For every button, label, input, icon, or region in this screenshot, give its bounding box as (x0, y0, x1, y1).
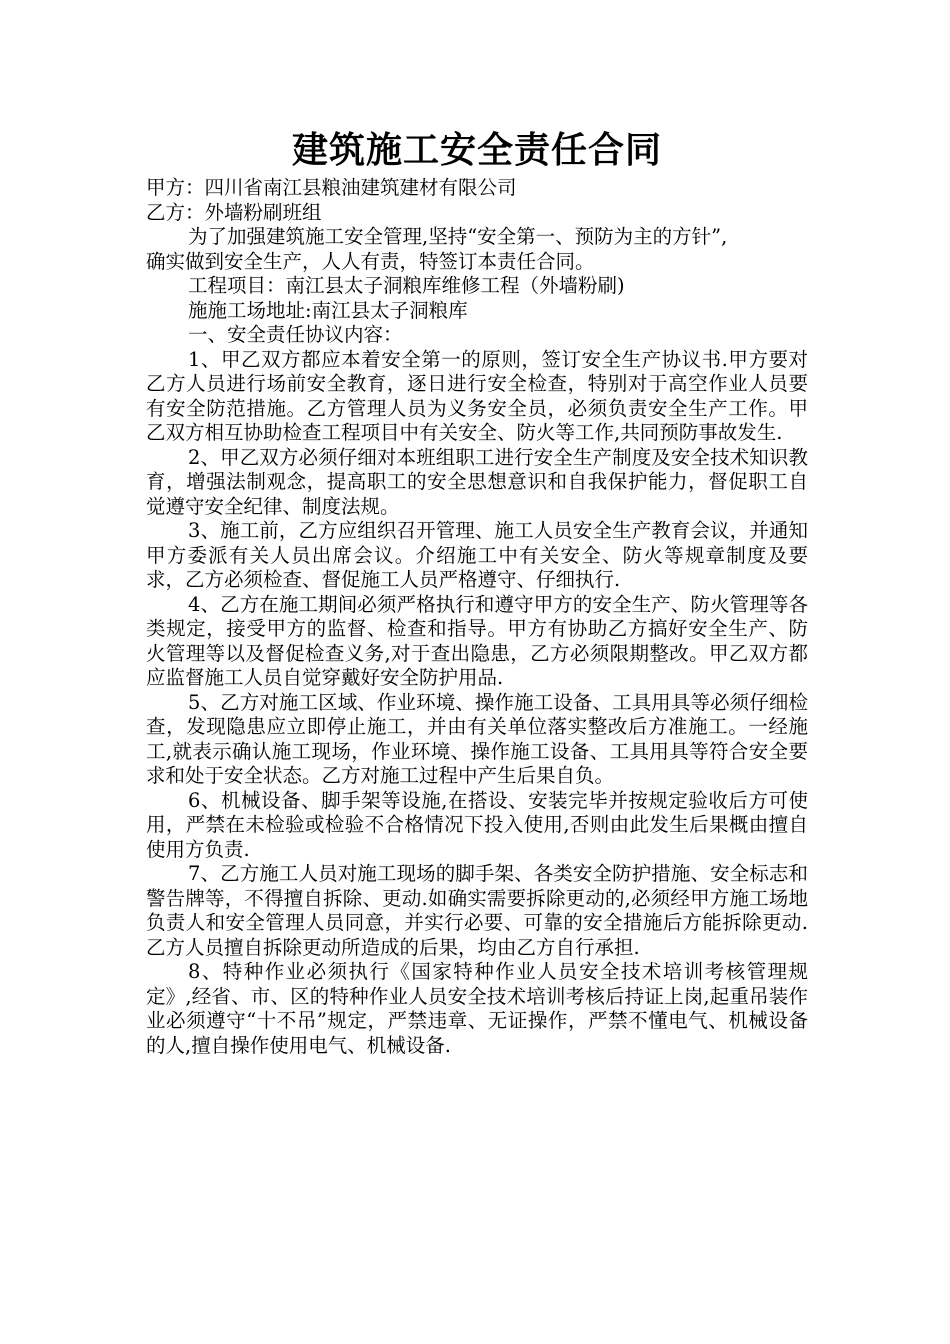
site-line: 施施工场地址:南江县太子洞粮库 (188, 298, 468, 322)
intro-line-1: 为了加强建筑施工安全管理,坚持“安全第一、预防为主的方针”, (188, 225, 728, 248)
project-line: 工程项目：南江县太子洞粮库维修工程（外墙粉刷) (188, 274, 625, 297)
clause-1: 1、甲乙双方都应本着安全第一的原则，签订安全生产协议书.甲方要对乙方人员进行场前安全教育，逐日进行安全检查，特别对于高空作业人员要有安全防范措施。乙方管理人员为义务安全员，必须负责安全生产工作。甲乙双方相互协助检查工程项目中有关安全、防火等工作,共同预防事故发生. (146, 347, 808, 444)
clause-5: 5、乙方对施工区域、作业环境、操作施工设备、工具用具等必须仔细检查，发现隐患应立即停止施工，并由有关单位落实整改后方准施工。一经施工,就表示确认施工现场，作业环境、操作施工设备、工具用具等符合安全要求和处于安全状态。乙方对施工过程中产生后果自负。 (146, 690, 808, 787)
party-b: 乙方：外墙粉刷班组 (146, 200, 322, 224)
clause-6: 6、机械设备、脚手架等设施,在搭设、安装完毕并按规定验收后方可使用，严禁在未检验或检验不合格情况下投入使用,否则由此发生后果概由擅自使用方负责. (146, 788, 808, 861)
clause-2: 2、甲乙双方必须仔细对本班组职工进行安全生产制度及安全技术知识教育，增强法制观念，提高职工的安全思想意识和自我保护能力，督促职工自觉遵守安全纪律、制度法规。 (146, 445, 808, 518)
clause-8: 8、特种作业必须执行《国家特种作业人员安全技术培训考核管理规定》,经省、市、区的特种作业人员安全技术培训考核后持证上岗,起重吊装作业必须遵守“十不吊”规定，严禁违章、无证操作，严禁不懂电气、机械设备的人,擅自操作使用电气、机械设备. (146, 960, 808, 1057)
clause-3: 3、施工前，乙方应组织召开管理、施工人员安全生产教育会议，并通知甲方委派有关人员出席会议。介绍施工中有关安全、防火等规章制度及要求，乙方必须检查、督促施工人员严格遵守、仔细执行. (146, 519, 808, 591)
section-heading: 一、安全责任协议内容： (188, 323, 403, 346)
intro-line-2: 确实做到安全生产，人人有责，特签订本责任合同。 (146, 249, 595, 273)
party-a: 甲方：四川省南江县粮油建筑建材有限公司 (146, 176, 517, 199)
clause-4: 4、乙方在施工期间必须严格执行和遵守甲方的安全生产、防火管理等各类规定，接受甲方的监督、检查和指导。甲方有协助乙方搞好安全生产、防火管理等以及督促检查义务,对于查出隐患，乙方必须限期整改。甲乙双方都应监督施工人员自觉穿戴好安全防护用品. (146, 592, 808, 689)
document-title: 建筑施工安全责任合同 (291, 129, 662, 171)
clause-7: 7、乙方施工人员对施工现场的脚手架、各类安全防护措施、安全标志和警告牌等，不得擅自拆除、更动.如确实需要拆除更动的,必须经甲方施工场地负责人和安全管理人员同意，并实行必要、可靠的安全措施后方能拆除更动.乙方人员擅自拆除更动所造成的后果，均由乙方自行承担. (146, 862, 808, 959)
contract-page (146, 124, 808, 1058)
